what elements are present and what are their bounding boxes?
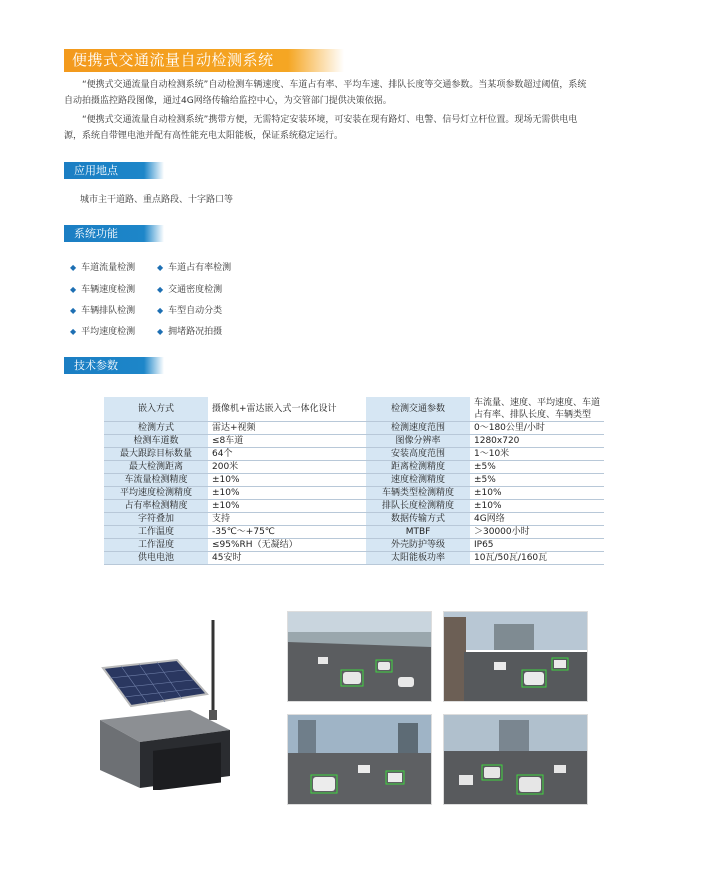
spec-value: 0～180公里/小时 — [470, 422, 604, 435]
spec-value: ±10% — [208, 487, 366, 500]
diamond-bullet-icon: ◆ — [70, 263, 77, 272]
spec-label: 安装高度范围 — [366, 448, 470, 461]
spec-label: 速度检测精度 — [366, 474, 470, 487]
spec-row — [104, 552, 604, 565]
device-illustration — [95, 620, 235, 790]
spec-value: ±10% — [470, 500, 604, 513]
spec-value: 摄像机+雷达嵌入式一体化设计 — [208, 397, 366, 422]
spec-label: 最大检测距离 — [104, 461, 208, 474]
spec-label: 字符叠加 — [104, 513, 208, 526]
spec-label: 平均速度检测精度 — [104, 487, 208, 500]
spec-row — [104, 422, 604, 435]
spec-row — [104, 500, 604, 513]
intro-p1-line2: 自动拍摄监控路段图像，通过4G网络传输给监控中心，为交管部门提供决策依据。 — [64, 96, 392, 106]
intro-p1-line1: “便携式交通流量自动检测系统”自动检测车辆速度、车道占有率、平均车速、排队长度等交通参数。当某项参数超过阈值，系统 — [82, 80, 587, 90]
diamond-bullet-icon: ◆ — [157, 263, 164, 272]
spec-value: 64个 — [208, 448, 366, 461]
intro-paragraph-1 — [64, 77, 664, 109]
spec-label: 嵌入方式 — [104, 397, 208, 422]
diamond-bullet-icon: ◆ — [70, 306, 77, 315]
location-text: 城市主干道路、重点路段、十字路口等 — [80, 195, 234, 205]
function-item: ◆ 拥堵路况拍摄 — [157, 327, 223, 337]
spec-label: 距离检测精度 — [366, 461, 470, 474]
spec-label: 工作湿度 — [104, 539, 208, 552]
function-item: ◆ 车型自动分类 — [157, 306, 223, 316]
spec-value: 200米 — [208, 461, 366, 474]
spec-value: 10瓦/50瓦/160瓦 — [470, 552, 604, 565]
spec-value: 1～10米 — [470, 448, 604, 461]
section-functions-header: 系统功能 — [64, 225, 164, 242]
section-location-header: 应用地点 — [64, 162, 164, 179]
spec-value: ＞30000小时 — [470, 526, 604, 539]
spec-value: IP65 — [470, 539, 604, 552]
traffic-photo-1 — [287, 611, 432, 702]
intro-p2-line1: “便携式交通流量自动检测系统”携带方便，无需特定安装环境，可安装在现有路灯、电警、信号灯立杆位置。现场无需供电电 — [82, 115, 578, 125]
function-item: ◆ 车辆排队检测 — [70, 306, 136, 316]
function-item: ◆ 平均速度检测 — [70, 327, 136, 337]
intro-p2-line2: 源，系统自带锂电池并配有高性能充电太阳能板，保证系统稳定运行。 — [64, 131, 344, 141]
function-item: ◆ 车道占有率检测 — [157, 263, 232, 273]
spec-value: 雷达+视频 — [208, 422, 366, 435]
diamond-bullet-icon: ◆ — [70, 327, 77, 336]
spec-value: ±5% — [470, 461, 604, 474]
spec-value: 1280x720 — [470, 435, 604, 448]
spec-value: ±10% — [470, 487, 604, 500]
spec-row — [104, 448, 604, 461]
spec-value: 45安时 — [208, 552, 366, 565]
spec-label: 外壳防护等级 — [366, 539, 470, 552]
spec-label: 最大跟踪目标数量 — [104, 448, 208, 461]
spec-label: 太阳能板功率 — [366, 552, 470, 565]
section-specs-header: 技术参数 — [64, 357, 164, 374]
spec-label: 检测方式 — [104, 422, 208, 435]
spec-label: 图像分辨率 — [366, 435, 470, 448]
solar-panel-icon — [103, 660, 207, 706]
spec-value: -35℃～+75℃ — [208, 526, 366, 539]
traffic-photo-2 — [443, 611, 588, 702]
spec-label: 车流量检测精度 — [104, 474, 208, 487]
diamond-bullet-icon: ◆ — [157, 285, 164, 294]
spec-table — [104, 397, 604, 565]
diamond-bullet-icon: ◆ — [157, 306, 164, 315]
function-item: ◆ 车辆速度检测 — [70, 285, 136, 295]
spec-value: ±10% — [208, 500, 366, 513]
function-item: ◆ 交通密度检测 — [157, 285, 223, 295]
function-item: ◆ 车道流量检测 — [70, 263, 136, 273]
spec-label: 供电电池 — [104, 552, 208, 565]
spec-value: ≤8车道 — [208, 435, 366, 448]
spec-value: ±10% — [208, 474, 366, 487]
spec-label: 车辆类型检测精度 — [366, 487, 470, 500]
spec-value: 车流量、速度、平均速度、车道占有率、排队长度、车辆类型 — [470, 397, 604, 422]
spec-label: 工作温度 — [104, 526, 208, 539]
spec-row — [104, 435, 604, 448]
spec-value: 支持 — [208, 513, 366, 526]
spec-row — [104, 474, 604, 487]
spec-label: 排队长度检测精度 — [366, 500, 470, 513]
traffic-photo-3 — [287, 714, 432, 805]
spec-label: 检测速度范围 — [366, 422, 470, 435]
traffic-photo-4 — [443, 714, 588, 805]
spec-row — [104, 539, 604, 552]
spec-row — [104, 461, 604, 474]
spec-label: 数据传输方式 — [366, 513, 470, 526]
spec-row — [104, 397, 604, 422]
spec-value: 4G网络 — [470, 513, 604, 526]
diamond-bullet-icon: ◆ — [70, 285, 77, 294]
spec-label: MTBF — [366, 526, 470, 539]
spec-row — [104, 513, 604, 526]
intro-paragraph-2 — [64, 112, 664, 144]
diamond-bullet-icon: ◆ — [157, 327, 164, 336]
spec-row — [104, 487, 604, 500]
spec-label: 检测交通参数 — [366, 397, 470, 422]
spec-row — [104, 526, 604, 539]
page-title: 便携式交通流量自动检测系统 — [64, 49, 344, 72]
spec-label: 检测车道数 — [104, 435, 208, 448]
spec-value: ±5% — [470, 474, 604, 487]
spec-label: 占有率检测精度 — [104, 500, 208, 513]
spec-value: ≤95%RH（无凝结） — [208, 539, 366, 552]
